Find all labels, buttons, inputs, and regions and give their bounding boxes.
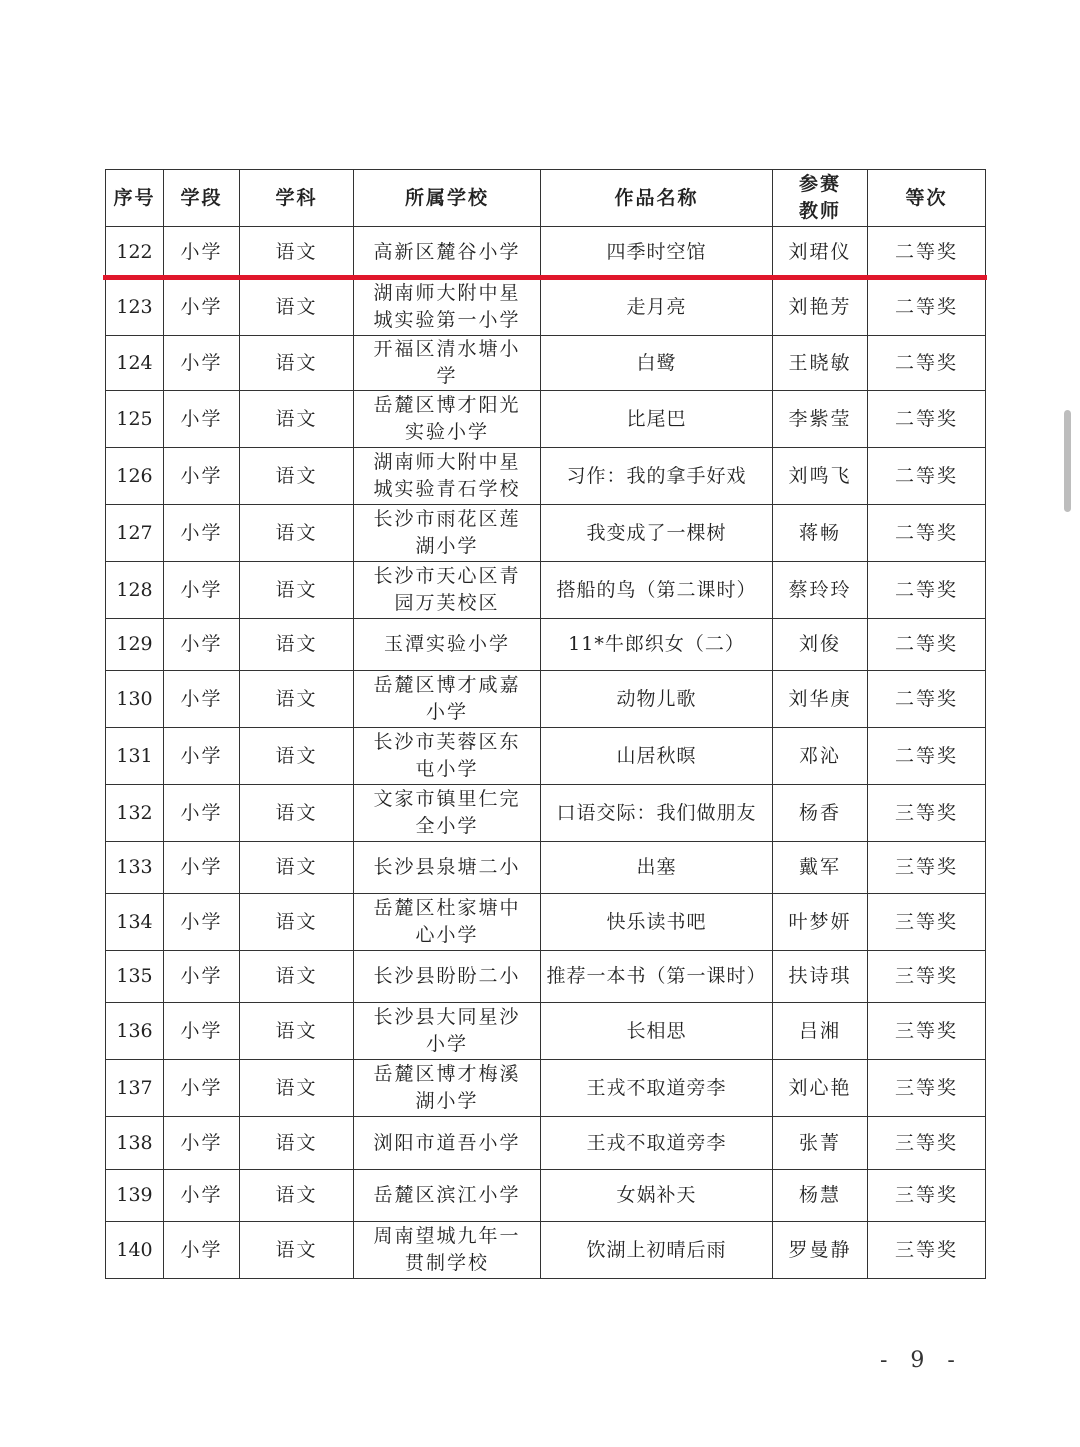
cell-stage: 小学: [164, 448, 240, 505]
cell-stage: 小学: [164, 227, 240, 279]
cell-teacher: 戴军: [773, 842, 868, 894]
table-row: [106, 619, 986, 671]
cell-subject: 语文: [240, 619, 354, 671]
cell-no: 128: [106, 562, 164, 619]
cell-subject: 语文: [240, 505, 354, 562]
highlight-underline: [103, 275, 987, 280]
cell-rank: 三等奖: [868, 785, 986, 842]
cell-subject: 语文: [240, 728, 354, 785]
cell-no: 130: [106, 671, 164, 728]
cell-work: 推荐一本书（第一课时）: [541, 951, 773, 1003]
school-name: 长沙县泉塘二小: [373, 856, 521, 878]
cell-work: 山居秋暝: [541, 728, 773, 785]
cell-no: 131: [106, 728, 164, 785]
cell-no: 135: [106, 951, 164, 1003]
cell-work: 口语交际：我们做朋友: [541, 785, 773, 842]
cell-teacher: 吕湘: [773, 1003, 868, 1060]
table-row: [106, 1222, 986, 1279]
cell-subject: 语文: [240, 391, 354, 448]
table-row: [106, 842, 986, 894]
cell-rank: 二等奖: [868, 562, 986, 619]
cell-teacher: 刘鸣飞: [773, 448, 868, 505]
cell-stage: 小学: [164, 279, 240, 336]
cell-school: [354, 785, 541, 842]
table-row: [106, 279, 986, 336]
cell-subject: 语文: [240, 951, 354, 1003]
cell-school: [354, 448, 541, 505]
cell-teacher: 王晓敏: [773, 336, 868, 391]
cell-no: 125: [106, 391, 164, 448]
cell-stage: 小学: [164, 1222, 240, 1279]
cell-teacher: 刘华庚: [773, 671, 868, 728]
cell-subject: 语文: [240, 448, 354, 505]
cell-no: 123: [106, 279, 164, 336]
cell-school: [354, 619, 541, 671]
cell-stage: 小学: [164, 619, 240, 671]
cell-rank: 二等奖: [868, 728, 986, 785]
cell-no: 126: [106, 448, 164, 505]
cell-no: 137: [106, 1060, 164, 1117]
cell-school: [354, 1003, 541, 1060]
header-seq: 序号: [106, 170, 164, 227]
school-name: 高新区麓谷小学: [373, 241, 521, 263]
cell-school: [354, 894, 541, 951]
cell-rank: 三等奖: [868, 894, 986, 951]
cell-no: 138: [106, 1117, 164, 1170]
cell-school: [354, 562, 541, 619]
cell-rank: 二等奖: [868, 279, 986, 336]
cell-no: 127: [106, 505, 164, 562]
cell-work: 饮湖上初晴后雨: [541, 1222, 773, 1279]
page-number: - 9 -: [880, 1348, 963, 1373]
cell-subject: 语文: [240, 1117, 354, 1170]
cell-subject: 语文: [240, 842, 354, 894]
cell-stage: 小学: [164, 671, 240, 728]
table-row: [106, 671, 986, 728]
header-rank: 等次: [868, 170, 986, 227]
school-name: 湖南师大附中星城实验第一小学: [373, 282, 521, 331]
cell-subject: 语文: [240, 1170, 354, 1222]
table-row: [106, 227, 986, 279]
cell-school: [354, 227, 541, 279]
cell-subject: 语文: [240, 279, 354, 336]
cell-rank: 三等奖: [868, 1222, 986, 1279]
cell-school: [354, 391, 541, 448]
cell-stage: 小学: [164, 894, 240, 951]
school-name: 岳麓区博才梅溪湖小学: [373, 1063, 521, 1112]
school-name: 岳麓区博才咸嘉小学: [373, 674, 521, 723]
school-name: 浏阳市道吾小学: [373, 1131, 521, 1154]
cell-stage: 小学: [164, 1117, 240, 1170]
school-name: 岳麓区滨江小学: [373, 1184, 521, 1206]
cell-teacher: 罗曼静: [773, 1222, 868, 1279]
cell-no: 136: [106, 1003, 164, 1060]
award-table: [105, 169, 986, 1279]
table-row: [106, 505, 986, 562]
cell-work: 快乐读书吧: [541, 894, 773, 951]
cell-work: 长相思: [541, 1003, 773, 1060]
cell-rank: 二等奖: [868, 671, 986, 728]
cell-work: 女娲补天: [541, 1170, 773, 1222]
header-school: 所属学校: [354, 170, 541, 227]
table-row: [106, 448, 986, 505]
table-row: [106, 728, 986, 785]
school-name: 长沙县大同星沙小学: [373, 1006, 521, 1055]
cell-subject: 语文: [240, 1060, 354, 1117]
cell-stage: 小学: [164, 1003, 240, 1060]
cell-rank: 二等奖: [868, 391, 986, 448]
cell-work: 我变成了一棵树: [541, 505, 773, 562]
cell-school: [354, 728, 541, 785]
cell-teacher: 杨慧: [773, 1170, 868, 1222]
cell-no: 124: [106, 336, 164, 391]
cell-subject: 语文: [240, 1222, 354, 1279]
cell-work: 王戎不取道旁李: [541, 1060, 773, 1117]
school-name: 开福区清水塘小学: [373, 338, 521, 387]
table-row: [106, 785, 986, 842]
cell-stage: 小学: [164, 1060, 240, 1117]
table-row: [106, 562, 986, 619]
cell-work: 四季时空馆: [541, 227, 773, 279]
cell-subject: 语文: [240, 336, 354, 391]
cell-no: 129: [106, 619, 164, 671]
cell-rank: 三等奖: [868, 842, 986, 894]
cell-teacher: 刘俊: [773, 619, 868, 671]
table-row: [106, 336, 986, 391]
table-body: [106, 227, 986, 1279]
cell-stage: 小学: [164, 728, 240, 785]
cell-rank: 三等奖: [868, 1117, 986, 1170]
cell-work: 比尾巴: [541, 391, 773, 448]
cell-teacher: 刘心艳: [773, 1060, 868, 1117]
header-teacher: 参赛教师: [773, 170, 868, 227]
cell-rank: 二等奖: [868, 448, 986, 505]
cell-no: 133: [106, 842, 164, 894]
cell-stage: 小学: [164, 842, 240, 894]
cell-rank: 二等奖: [868, 336, 986, 391]
school-name: 长沙市天心区青园万芙校区: [373, 565, 521, 614]
cell-teacher: 邓沁: [773, 728, 868, 785]
cell-stage: 小学: [164, 505, 240, 562]
header-stage: 学段: [164, 170, 240, 227]
cell-teacher: 张菁: [773, 1117, 868, 1170]
cell-work: 出塞: [541, 842, 773, 894]
cell-subject: 语文: [240, 227, 354, 279]
table-row: [106, 1170, 986, 1222]
cell-no: 134: [106, 894, 164, 951]
table-header-row: [106, 170, 986, 227]
cell-stage: 小学: [164, 391, 240, 448]
table-row: [106, 894, 986, 951]
cell-school: [354, 1060, 541, 1117]
cell-no: 140: [106, 1222, 164, 1279]
cell-rank: 二等奖: [868, 227, 986, 279]
cell-school: [354, 1170, 541, 1222]
school-name: 周南望城九年一贯制学校: [373, 1225, 521, 1274]
cell-subject: 语文: [240, 894, 354, 951]
cell-stage: 小学: [164, 562, 240, 619]
cell-rank: 三等奖: [868, 1060, 986, 1117]
cell-stage: 小学: [164, 785, 240, 842]
cell-work: 白鹭: [541, 336, 773, 391]
school-name: 文家市镇里仁完全小学: [373, 788, 521, 837]
cell-no: 122: [106, 227, 164, 279]
cell-rank: 二等奖: [868, 505, 986, 562]
header-work: 作品名称: [541, 170, 773, 227]
table-row: [106, 1060, 986, 1117]
cell-school: [354, 671, 541, 728]
cell-school: [354, 842, 541, 894]
cell-rank: 二等奖: [868, 619, 986, 671]
cell-subject: 语文: [240, 671, 354, 728]
cell-work: 走月亮: [541, 279, 773, 336]
school-name: 岳麓区博才阳光实验小学: [373, 394, 521, 443]
school-name: 玉潭实验小学: [383, 633, 510, 655]
cell-teacher: 李紫莹: [773, 391, 868, 448]
cell-school: [354, 1222, 541, 1279]
school-name: 长沙市芙蓉区东屯小学: [373, 731, 521, 780]
school-name: 岳麓区杜家塘中心小学: [373, 897, 521, 946]
table-row: [106, 1117, 986, 1170]
cell-work: 11*牛郎织女（二）: [541, 619, 773, 671]
cell-school: [354, 336, 541, 391]
cell-school: [354, 1117, 541, 1170]
table-row: [106, 391, 986, 448]
table-row: [106, 1003, 986, 1060]
cell-subject: 语文: [240, 1003, 354, 1060]
cell-teacher: 刘珺仪: [773, 227, 868, 279]
cell-teacher: 杨香: [773, 785, 868, 842]
cell-work: 王戎不取道旁李: [541, 1117, 773, 1170]
cell-rank: 三等奖: [868, 1003, 986, 1060]
cell-teacher: 扶诗琪: [773, 951, 868, 1003]
cell-work: 搭船的鸟（第二课时）: [541, 562, 773, 619]
cell-rank: 三等奖: [868, 951, 986, 1003]
cell-teacher: 叶梦妍: [773, 894, 868, 951]
cell-no: 139: [106, 1170, 164, 1222]
cell-school: [354, 951, 541, 1003]
cell-rank: 三等奖: [868, 1170, 986, 1222]
cell-stage: 小学: [164, 336, 240, 391]
cell-work: 动物儿歌: [541, 671, 773, 728]
school-name: 长沙市雨花区莲湖小学: [373, 508, 521, 557]
scrollbar-thumb[interactable]: [1064, 410, 1071, 512]
school-name: 湖南师大附中星城实验青石学校: [373, 451, 521, 500]
table-row: [106, 951, 986, 1003]
cell-work: 习作：我的拿手好戏: [541, 448, 773, 505]
cell-no: 132: [106, 785, 164, 842]
cell-teacher: 蔡玲玲: [773, 562, 868, 619]
school-name: 长沙县盼盼二小: [373, 965, 521, 987]
cell-stage: 小学: [164, 951, 240, 1003]
cell-stage: 小学: [164, 1170, 240, 1222]
cell-school: [354, 279, 541, 336]
cell-teacher: 蒋畅: [773, 505, 868, 562]
cell-subject: 语文: [240, 562, 354, 619]
cell-teacher: 刘艳芳: [773, 279, 868, 336]
cell-school: [354, 505, 541, 562]
cell-subject: 语文: [240, 785, 354, 842]
header-subject: 学科: [240, 170, 354, 227]
